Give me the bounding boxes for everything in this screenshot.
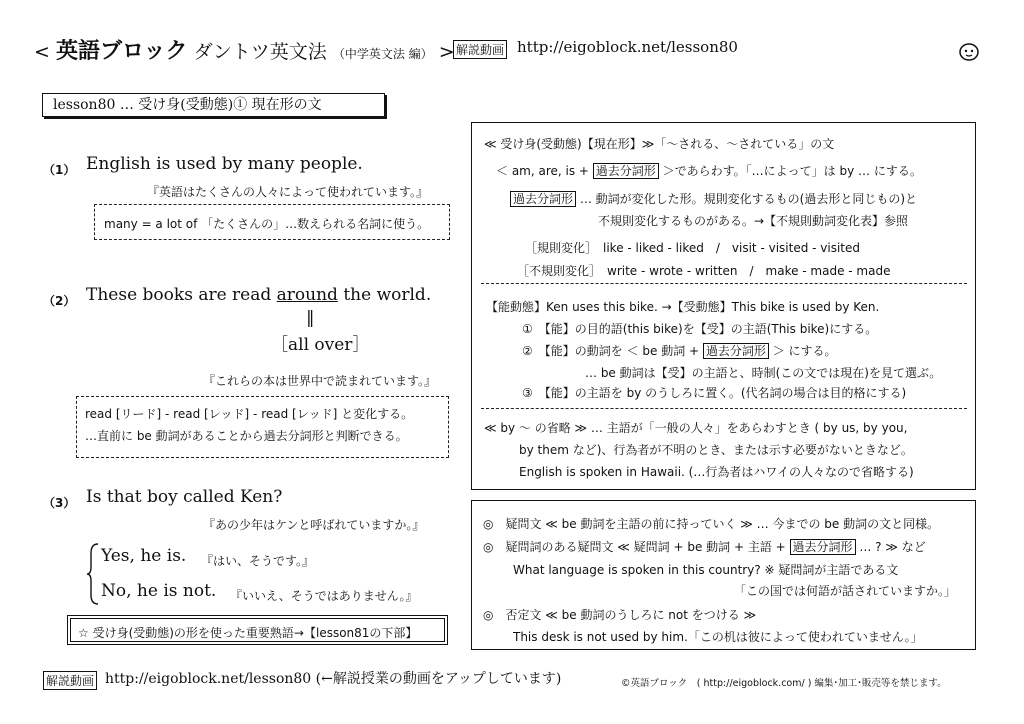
rule-form-b: ＞であらわす。「…によって」は by … にする。 <box>658 164 922 178</box>
irregular-verbs: ［不規則変化］ write - wrote - written / make - made - made <box>517 264 891 278</box>
q3-no-english: No, he is not. <box>101 581 217 601</box>
step-1: ① 【能】の目的語(this bike)を【受】の主語(This bike)にする。 <box>522 322 878 336</box>
brand-logo: 英語ブロック <box>55 39 188 64</box>
step-2-a: ② 【能】の動詞を ＜ be 動詞 + <box>522 344 703 358</box>
pp-desc1: … 動詞が変化した形。規則変化するもの(過去形と同じもの)と <box>576 192 918 206</box>
step-3: ③ 【能】の主語を by のうしろに置く。(代名詞の場合は目的格にする) <box>522 386 907 400</box>
q2-english <box>86 285 431 305</box>
negative-rule: ◎ 否定文 ≪ be 動詞のうしろに not をつける ≫ <box>483 608 757 622</box>
dashed-divider-1 <box>481 283 967 284</box>
negative-example: This desk is not used by him.「この机は彼によって使われていません。」 <box>513 630 923 644</box>
q1-note: many = a lot of 「たくさんの」…数えられる名詞に使う。 <box>104 217 430 231</box>
page-title: ダントツ英文法 <box>193 41 327 63</box>
dashed-divider-2 <box>481 408 967 409</box>
q3-number: （3） <box>43 496 76 510</box>
omission-example: English is spoken in Hawaii. (…行為者はハワイの人々なので省略する) <box>519 465 914 479</box>
footer-url-link[interactable]: http://eigoblock.net/lesson80 (←解説授業の動画をアップしています) <box>105 671 562 687</box>
regular-verbs: ［規則変化］ like - liked - liked / visit - visited - visited <box>525 241 861 255</box>
q2-english-after: the world. <box>337 285 432 305</box>
q3-english: Is that boy called Ken? <box>86 487 283 507</box>
q2-japanese: 『これらの本は世界中で読まれています。』 <box>203 374 437 388</box>
wh-translation: 「この国では何語が話されていますか。」 <box>734 584 957 598</box>
lesson-title: lesson80 … 受け身(受動態)① 現在形の文 <box>42 93 385 117</box>
omission-line1: ≪ by ～ の省略 ≫ … 主語が「一般の人々」をあらわすとき ( by us, by you, <box>484 421 908 435</box>
question-rule: ◎ 疑問文 ≪ be 動詞を主語の前に持っていく ≫ … 今までの be 動詞の文と同様。 <box>483 517 940 531</box>
wh-question-rule <box>483 538 926 555</box>
rule-form-a: ＜ am, are, is + <box>496 164 593 178</box>
q1-number: （1） <box>43 163 76 177</box>
idiom-note: ☆ 受け身(受動態)の形を使った重要熟語→【lesson81の下部】 <box>78 626 418 640</box>
wh-pp-box: 過去分詞形 <box>790 539 856 555</box>
close-bracket: > <box>438 41 455 63</box>
pp-definition-term: 過去分詞形 <box>510 191 576 207</box>
q2-english-before: These books are read <box>86 285 277 305</box>
q2-note-line2: …直前に be 動詞があることから過去分詞形と判断できる。 <box>85 429 408 443</box>
mascot-icon <box>958 42 980 62</box>
video-label-footer: 解説動画 <box>43 671 97 690</box>
active-passive-example: 【能動態】Ken uses this bike. →【受動態】This bike is used by Ken. <box>486 300 880 314</box>
pp-desc2: 不規則変化するものがある。→【不規則動詞変化表】参照 <box>598 214 909 228</box>
wh-rule-a: ◎ 疑問詞のある疑問文 ≪ 疑問詞 + be 動詞 + 主語 + <box>483 540 790 554</box>
step-2-note: … be 動詞は【受】の主語と、時制(この文では現在)を見て選ぶ。 <box>585 366 942 380</box>
header-url-link[interactable]: http://eigoblock.net/lesson80 <box>517 38 738 56</box>
q2-alternative: ［all over］ <box>271 335 370 355</box>
pp-definition <box>510 190 917 207</box>
pp-term-box: 過去分詞形 <box>593 163 659 179</box>
header-title <box>34 34 455 65</box>
q2-equals-mark: ‖ <box>306 308 315 328</box>
q1-japanese: 『英語はたくさんの人々によって使われています。』 <box>147 185 429 199</box>
copyright: ©英語ブロック ( http://eigoblock.com/ ) 編集･加工･販売等を禁じます。 <box>621 678 947 689</box>
step-2-b: ＞ にする。 <box>768 344 837 358</box>
open-bracket: < <box>34 41 50 63</box>
step-2-pp-box: 過去分詞形 <box>703 343 769 359</box>
q3-no-japanese: 『いいえ、そうではありません。』 <box>230 589 418 603</box>
rule-heading: ≪ 受け身(受動態)【現在形】≫「～される、～されている」の文 <box>484 137 835 151</box>
omission-line2: by them など)、行為者が不明のとき、または示す必要がないときなど。 <box>519 443 913 457</box>
page-subtitle: （中学英文法 編） <box>332 47 433 61</box>
q2-number: （2） <box>43 294 76 308</box>
q1-english: English is used by many people. <box>86 154 363 174</box>
q3-yes-japanese: 『はい、そうです。』 <box>201 554 315 568</box>
wh-example: What language is spoken in this country? ※ 疑問詞が主語である文 <box>513 563 899 577</box>
step-2 <box>522 342 837 359</box>
wh-rule-b: … ? ≫ など <box>855 540 926 554</box>
answer-brace <box>86 543 100 605</box>
video-label-header: 解説動画 <box>453 40 507 59</box>
rule-form <box>496 162 922 179</box>
q2-underlined-word: around <box>276 285 338 305</box>
q2-note-line1: read [リード] - read [レッド] - read [レッド] と変化する。 <box>85 407 414 421</box>
q3-yes-english: Yes, he is. <box>101 546 187 566</box>
q3-japanese: 『あの少年はケンと呼ばれていますか。』 <box>203 518 425 532</box>
